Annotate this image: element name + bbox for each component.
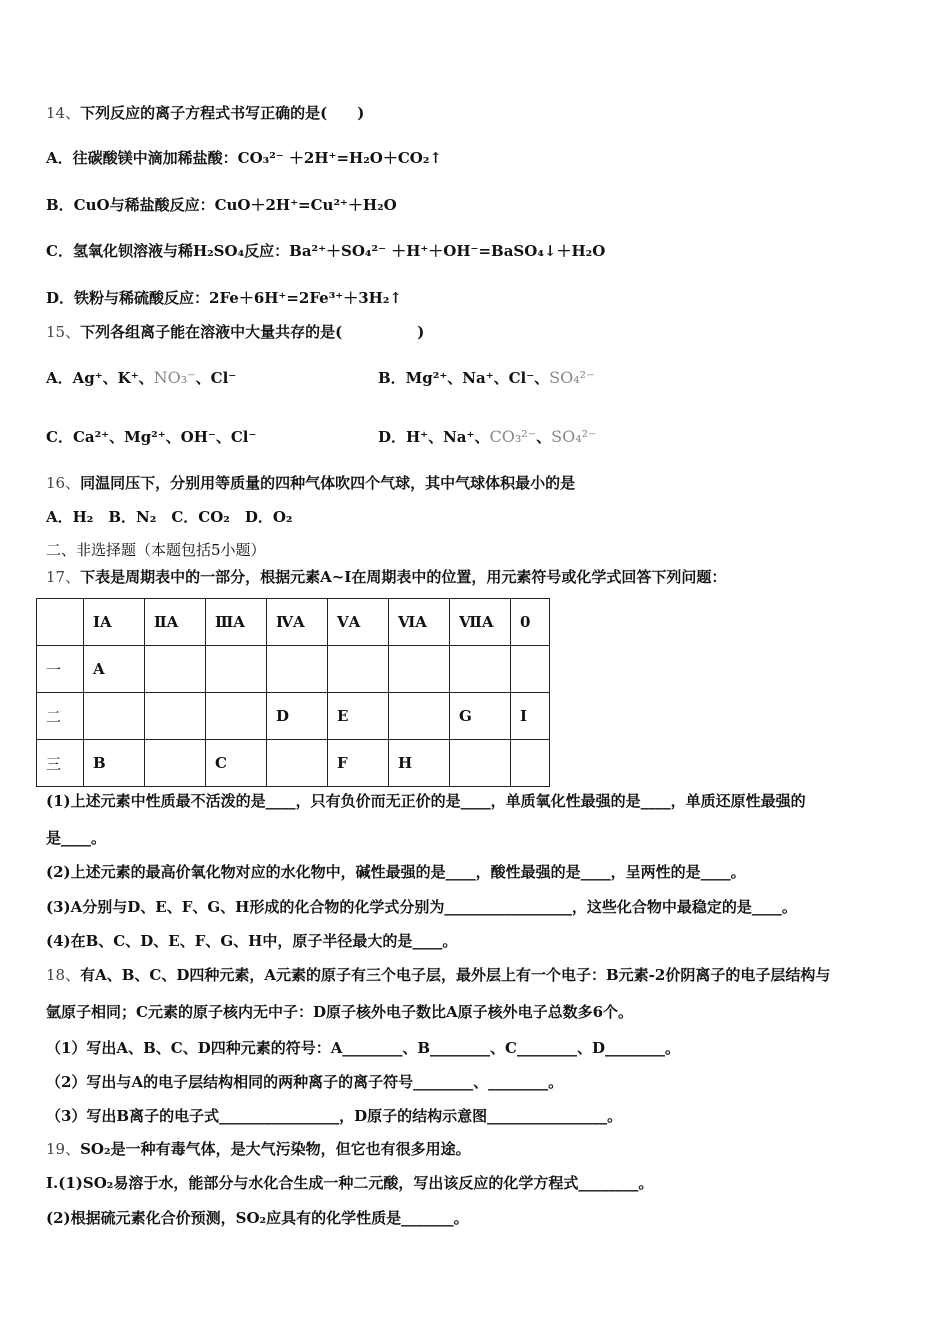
q19-part-1: I.(1)SO₂易溶于水，能部分与水化合生成一种二元酸，写出该反应的化学方程式________。 [46, 1174, 654, 1192]
question-number: 19、 [46, 1140, 81, 1158]
q18-part-1: （1）写出A、B、C、D四种元素的符号：A________、B________、C________、D________。 [46, 1039, 680, 1057]
option-text: 、 [536, 428, 552, 446]
table-cell [511, 646, 550, 693]
q14-option-b: B．CuO与稀盐酸反应：CuO＋2H⁺=Cu²⁺＋H₂O [46, 196, 397, 214]
table-cell [206, 646, 267, 693]
table-cell [389, 693, 450, 740]
q14-stem [46, 103, 364, 123]
table-header-cell: ⅠA [84, 599, 145, 646]
table-header-cell: ⅣA [267, 599, 328, 646]
option-text: D．H⁺、Na⁺、 [378, 428, 490, 446]
q15-option-d [378, 427, 596, 447]
question-text: 下列各组离子能在溶液中大量共存的是( ) [80, 323, 425, 341]
ion-image: SO₄²⁻ [551, 427, 597, 446]
ion-image: NO₃⁻ [153, 368, 196, 387]
q18-part-2: （2）写出与A的电子层结构相同的两种离子的离子符号________、________。 [46, 1073, 564, 1091]
question-number: 16、 [46, 474, 81, 492]
table-cell: I [511, 693, 550, 740]
table-header-cell: ⅥA [389, 599, 450, 646]
table-cell: C [206, 740, 267, 787]
q15-option-b [378, 368, 595, 388]
table-row [37, 740, 550, 787]
table-header-cell [37, 599, 84, 646]
table-row [37, 599, 550, 646]
q17-part-1: (1)上述元素中性质最不活泼的是____，只有负价而无正价的是____，单质氧化性最强的是____，单质还原性最强的 [46, 792, 806, 810]
table-cell [450, 646, 511, 693]
q17-part-4: (4)在B、C、D、E、F、G、H中，原子半径最大的是____。 [46, 932, 458, 950]
ion-image: CO₃²⁻ [489, 427, 537, 446]
table-cell: G [450, 693, 511, 740]
option-text: C．Ca²⁺、Mg²⁺、OH⁻、Cl⁻ [46, 428, 257, 446]
table-header-cell: ⅦA [450, 599, 511, 646]
table-cell [511, 740, 550, 787]
table-cell: B [84, 740, 145, 787]
table-cell [267, 646, 328, 693]
q15-stem [46, 322, 424, 342]
table-cell: 三 [37, 740, 84, 787]
question-text: 下表是周期表中的一部分，根据元素A~I在周期表中的位置，用元素符号或化学式回答下列问题： [80, 568, 727, 586]
question-text: 有A、B、C、D四种元素，A元素的原子有三个电子层，最外层上有一个电子：B元素-2价阴离子的电子层结构与 [80, 966, 831, 984]
question-text: 同温同压下，分别用等质量的四种气体吹四个气球，其中气球体积最小的是 [80, 474, 576, 492]
q17-stem [46, 567, 726, 587]
table-cell: 一 [37, 646, 84, 693]
q19-part-2: (2)根据硫元素化合价预测，SO₂应具有的化学性质是_______。 [46, 1209, 469, 1227]
q14-option-a: A．往碳酸镁中滴加稀盐酸：CO₃²⁻ ＋2H⁺=H₂O＋CO₂↑ [46, 149, 442, 167]
q19-stem [46, 1139, 471, 1159]
table-cell [328, 646, 389, 693]
question-number: 14、 [46, 104, 81, 122]
table-cell: F [328, 740, 389, 787]
table-cell [206, 693, 267, 740]
table-cell [389, 646, 450, 693]
q16-stem [46, 473, 575, 493]
option-text: A．Ag⁺、K⁺、 [46, 369, 154, 387]
q18-stem-cont: 氩原子相同；C元素的原子核内无中子：D原子核外电子数比A原子核外电子总数多6个。 [46, 1003, 634, 1021]
table-cell: A [84, 646, 145, 693]
q15-option-c [46, 427, 256, 447]
q18-stem [46, 965, 830, 985]
table-cell [145, 693, 206, 740]
section-heading: 二、非选择题（本题包括5小题） [46, 541, 266, 559]
table-cell: E [328, 693, 389, 740]
table-cell: 二 [37, 693, 84, 740]
question-number: 18、 [46, 966, 81, 984]
table-cell [145, 646, 206, 693]
option-text: B．Mg²⁺、Na⁺、Cl⁻、 [378, 369, 550, 387]
table-header-cell: ⅡA [145, 599, 206, 646]
q17-part-2: (2)上述元素的最高价氧化物对应的水化物中，碱性最强的是____，酸性最强的是____，呈两性的是____。 [46, 863, 746, 881]
q16-options: A．H₂ B．N₂ C．CO₂ D．O₂ [46, 508, 293, 526]
periodic-table [36, 598, 550, 787]
q14-option-d: D．铁粉与稀硫酸反应：2Fe＋6H⁺=2Fe³⁺＋3H₂↑ [46, 289, 402, 307]
table-row [37, 646, 550, 693]
table-row [37, 693, 550, 740]
question-number: 15、 [46, 323, 81, 341]
ion-image: SO₄²⁻ [549, 368, 595, 387]
table-header-cell: ⅤA [328, 599, 389, 646]
table-cell [145, 740, 206, 787]
table-cell [84, 693, 145, 740]
q17-part-1-cont: 是____。 [46, 829, 107, 847]
question-text: SO₂是一种有毒气体，是大气污染物，但它也有很多用途。 [80, 1140, 471, 1158]
q15-option-a [46, 368, 236, 388]
table-header-cell: ⅢA [206, 599, 267, 646]
table-cell: H [389, 740, 450, 787]
question-number: 17、 [46, 568, 81, 586]
q18-part-3: （3）写出B离子的电子式________________，D原子的结构示意图________________。 [46, 1107, 623, 1125]
table-cell: D [267, 693, 328, 740]
table-header-cell: 0 [511, 599, 550, 646]
option-text: 、Cl⁻ [195, 369, 237, 387]
question-text: 下列反应的离子方程式书写正确的是( ) [80, 104, 365, 122]
table-cell [450, 740, 511, 787]
q14-option-c: C．氢氧化钡溶液与稀H₂SO₄反应：Ba²⁺＋SO₄²⁻ ＋H⁺＋OH⁻=BaSO₄↓＋H₂O [46, 242, 606, 260]
q17-part-3: (3)A分别与D、E、F、G、H形成的化合物的化学式分别为_________________，这些化合物中最稳定的是____。 [46, 898, 797, 916]
table-cell [267, 740, 328, 787]
